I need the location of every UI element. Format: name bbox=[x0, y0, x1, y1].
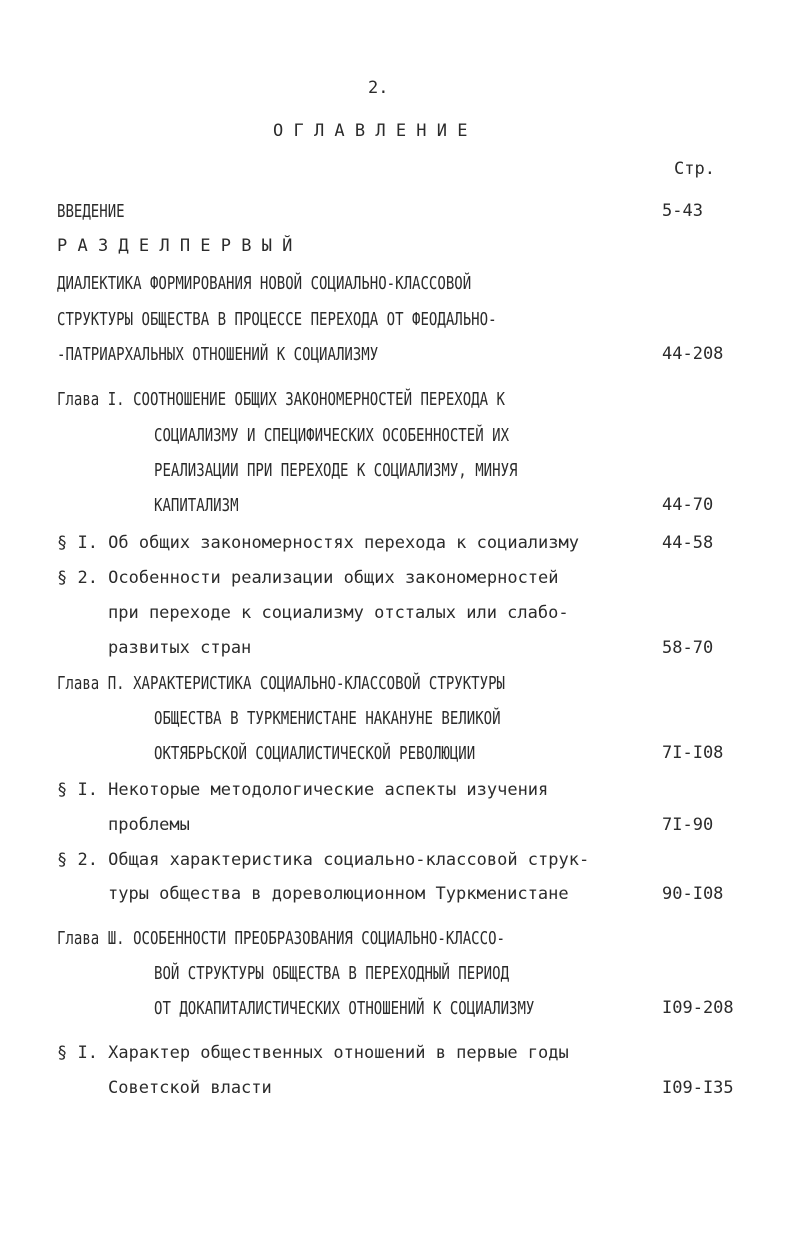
paragraph-entry-line: при переходе к социализму отсталых или слабо- bbox=[108, 603, 569, 623]
chapter-title-line: Глава I. СООТНОШЕНИЕ ОБЩИХ ЗАКОНОМЕРНОСТЕЙ ПЕРЕХОДА К bbox=[57, 389, 506, 410]
page-number: 2. bbox=[368, 78, 389, 98]
paragraph-entry-line: § 2. Особенности реализации общих закономерностей bbox=[57, 568, 559, 588]
section-title-line: -ПАТРИАРХАЛЬНЫХ ОТНОШЕНИЙ К СОЦИАЛИЗМУ bbox=[57, 344, 379, 365]
toc-intro-pages: 5-43 bbox=[662, 201, 703, 221]
paragraph-entry-line: туры общества в дореволюционном Туркменистане bbox=[108, 884, 569, 904]
chapter-title-line: ВОЙ СТРУКТУРЫ ОБЩЕСТВА В ПЕРЕХОДНЫЙ ПЕРИОД bbox=[154, 963, 510, 984]
chapter-title-line: ОБЩЕСТВА В ТУРКМЕНИСТАНЕ НАКАНУНЕ ВЕЛИКОЙ bbox=[154, 708, 501, 729]
section-title-line: СТРУКТУРЫ ОБЩЕСТВА В ПРОЦЕССЕ ПЕРЕХОДА ОТ ФЕОДАЛЬНО- bbox=[57, 309, 497, 330]
paragraph-entry-line: проблемы bbox=[108, 815, 190, 835]
paragraph-pages: 44-58 bbox=[662, 533, 714, 553]
chapter-pages: 44-70 bbox=[662, 495, 714, 515]
paragraph-pages: 90-I08 bbox=[662, 884, 724, 904]
paragraph-entry-line: Советской власти bbox=[108, 1078, 272, 1098]
chapter-title-line: РЕАЛИЗАЦИИ ПРИ ПЕРЕХОДЕ К СОЦИАЛИЗМУ, МИНУЯ bbox=[154, 460, 518, 481]
chapter-title-line: Глава Ш. ОСОБЕННОСТИ ПРЕОБРАЗОВАНИЯ СОЦИАЛЬНО-КЛАССО- bbox=[57, 928, 506, 949]
chapter-title-line: ОКТЯБРЬСКОЙ СОЦИАЛИСТИЧЕСКОЙ РЕВОЛЮЦИИ bbox=[154, 743, 476, 764]
paragraph-pages: 7I-90 bbox=[662, 815, 714, 835]
chapter-pages: I09-208 bbox=[662, 998, 734, 1018]
paragraph-entry-line: § I. Некоторые методологические аспекты изучения bbox=[57, 780, 549, 800]
section-heading: Р А З Д Е Л П Е Р В Ы Й bbox=[57, 236, 293, 256]
page-title: О Г Л А В Л Е Н И Е bbox=[273, 121, 468, 141]
paragraph-entry-line: § 2. Общая характеристика социально-классовой струк- bbox=[57, 850, 590, 870]
toc-intro-label: ВВЕДЕНИЕ bbox=[57, 201, 125, 222]
chapter-title-line: Глава П. ХАРАКТЕРИСТИКА СОЦИАЛЬНО-КЛАССОВОЙ СТРУКТУРЫ bbox=[57, 673, 506, 694]
paragraph-entry-line: § I. Характер общественных отношений в первые годы bbox=[57, 1043, 569, 1063]
paragraph-entry-line: развитых стран bbox=[108, 638, 252, 658]
paragraph-entry-line: § I. Об общих закономерностях перехода к социализму bbox=[57, 533, 579, 553]
section-pages: 44-208 bbox=[662, 344, 724, 364]
page-column-header: Стр. bbox=[674, 159, 715, 179]
chapter-pages: 7I-I08 bbox=[662, 743, 724, 763]
paragraph-pages: 58-70 bbox=[662, 638, 714, 658]
paragraph-pages: I09-I35 bbox=[662, 1078, 734, 1098]
chapter-title-line: КАПИТАЛИЗМ bbox=[154, 495, 239, 516]
chapter-title-line: ОТ ДОКАПИТАЛИСТИЧЕСКИХ ОТНОШЕНИЙ К СОЦИАЛИЗМУ bbox=[154, 998, 535, 1019]
chapter-title-line: СОЦИАЛИЗМУ И СПЕЦИФИЧЕСКИХ ОСОБЕННОСТЕЙ ИХ bbox=[154, 425, 510, 446]
section-title-line: ДИАЛЕКТИКА ФОРМИРОВАНИЯ НОВОЙ СОЦИАЛЬНО-КЛАССОВОЙ bbox=[57, 273, 472, 294]
